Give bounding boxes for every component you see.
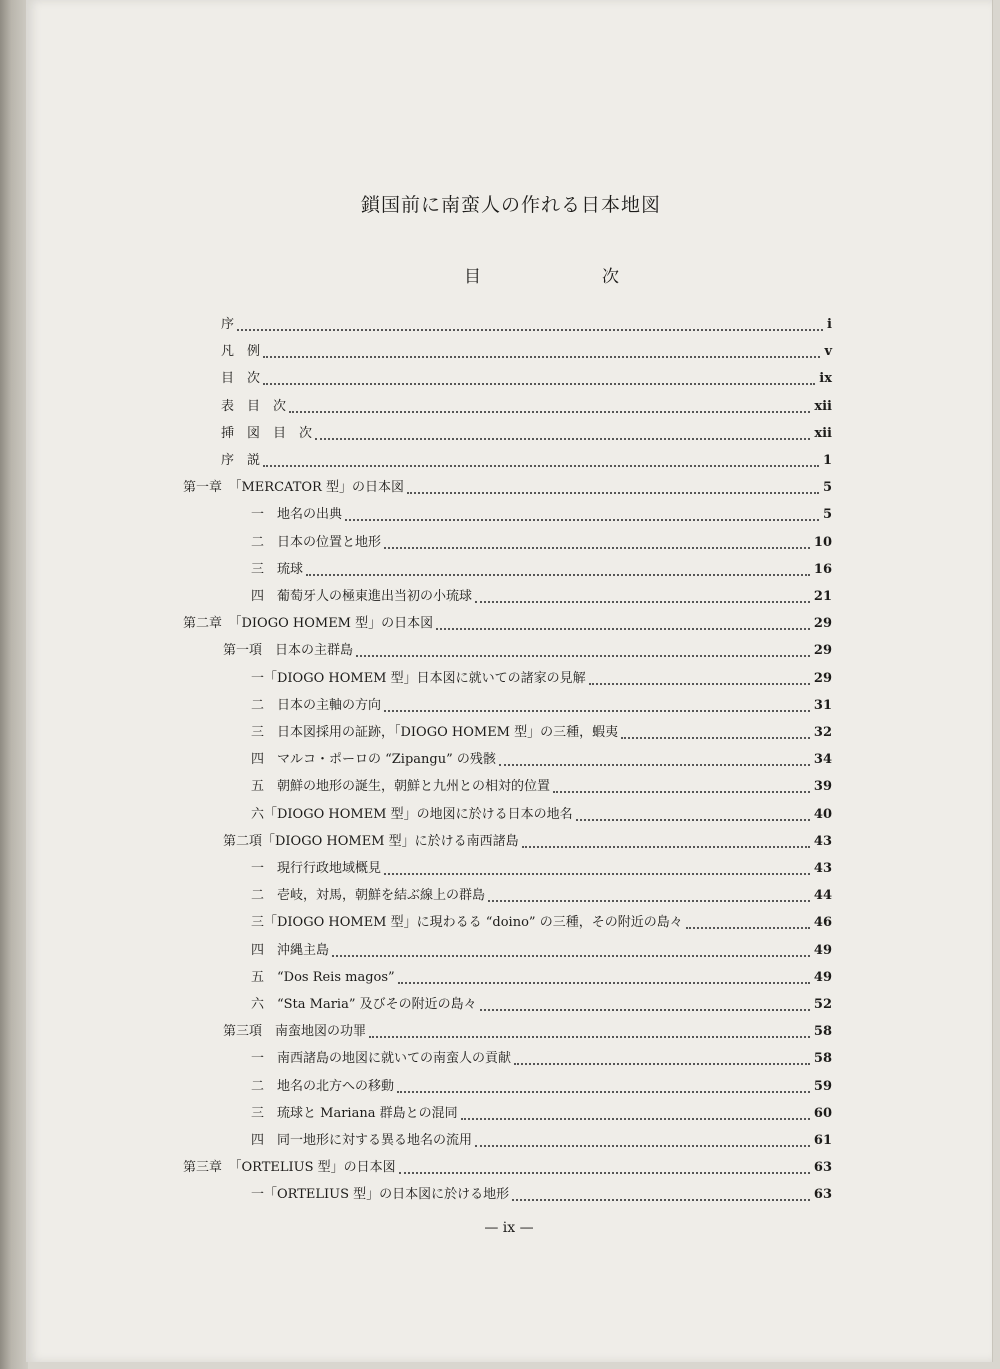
toc-entry-label: 第三章 「ORTELIUS 型」の日本図 (183, 1157, 399, 1179)
toc-entry-page: 32 (810, 722, 832, 744)
dot-leader (289, 389, 810, 413)
dot-leader (263, 334, 820, 358)
toc-entry-label: 序 説 (221, 450, 263, 472)
toc-entry-label: 四 沖縄主島 (251, 940, 332, 962)
dot-leader (384, 688, 810, 712)
toc-entry-label: 六「DIOGO HOMEM 型」の地図に於ける日本の地名 (251, 804, 576, 826)
dot-leader (461, 1096, 810, 1120)
book-title: 鎖国前に南蛮人の作れる日本地図 (360, 194, 661, 216)
toc-entry-label: 五 “Dos Reis magos” (251, 967, 398, 989)
toc-entry-page: 31 (810, 695, 832, 717)
toc-entry-page: 21 (810, 586, 832, 608)
toc-entry-page: 49 (810, 940, 832, 962)
toc-entry-label: 四 葡萄牙人の極東進出当初の小琉球 (251, 586, 475, 608)
toc-entry (26, 314, 992, 336)
dot-leader (499, 742, 810, 766)
toc-entry-label: 三 琉球 (251, 559, 306, 581)
toc-entry-label: 三 琉球と Mariana 群島との混同 (251, 1103, 461, 1125)
toc-entry (26, 722, 992, 744)
toc-entry (26, 586, 992, 608)
dot-leader (332, 933, 810, 957)
page-number-footer: — ix — (484, 1220, 534, 1236)
toc-entry-page: 43 (810, 831, 832, 853)
dot-leader (480, 987, 810, 1011)
toc-entry-label: 二 日本の主軸の方向 (251, 695, 384, 717)
toc-entry-label: 四 マルコ・ポーロの “Zipangu” の残骸 (251, 749, 499, 771)
toc-entry-page: 63 (810, 1157, 832, 1179)
toc-entry (26, 940, 992, 962)
book-spine-shadow (0, 0, 28, 1369)
toc-entry-page: i (823, 314, 832, 336)
toc-chapter-entry (26, 613, 992, 635)
toc-entry-page: 29 (810, 668, 832, 690)
toc-entry-page: 58 (810, 1021, 832, 1043)
toc-entry-label: 四 同一地形に対する異る地名の流用 (251, 1130, 475, 1152)
toc-entry (26, 749, 992, 771)
dot-leader (512, 1177, 810, 1201)
toc-entry-label: 一「DIOGO HOMEM 型」日本図に就いての諸家の見解 (251, 668, 589, 690)
toc-entry-label: 二 壱岐，対馬，朝鮮を結ぶ線上の群島 (251, 885, 488, 907)
toc-entry (26, 967, 992, 989)
toc-entry (26, 450, 992, 472)
toc-entry-page: 29 (810, 613, 832, 635)
toc-entry (26, 396, 992, 418)
toc-entry-label: 二 日本の位置と地形 (251, 532, 384, 554)
toc-entry (26, 559, 992, 581)
toc-entry-page: 60 (810, 1103, 832, 1125)
toc-entry-label: 第一項 日本の主群島 (223, 640, 356, 662)
dot-leader (407, 470, 819, 494)
dot-leader (369, 1014, 810, 1038)
dot-leader (522, 824, 810, 848)
toc-entry-page: ix (815, 368, 832, 390)
toc-entry-label: 一 現行行政地域概見 (251, 858, 384, 880)
toc-entry-label: 一 南西諸島の地図に就いての南蛮人の貢献 (251, 1048, 514, 1070)
toc-entry (26, 994, 992, 1016)
toc-entry (26, 504, 992, 526)
toc-entry-label: 凡 例 (221, 341, 263, 363)
toc-entry-label: 五 朝鮮の地形の誕生，朝鮮と九州との相対的位置 (251, 776, 553, 798)
toc-entry-page: 5 (819, 477, 832, 499)
dot-leader (475, 1123, 810, 1147)
toc-entry (26, 368, 992, 390)
dot-leader (398, 960, 810, 984)
toc-entry-label: 一 地名の出典 (251, 504, 345, 526)
dot-leader (399, 1150, 810, 1174)
dot-leader (436, 606, 810, 630)
contents-heading: 目 次 (464, 267, 671, 287)
toc-entry-label: 第二項「DIOGO HOMEM 型」に於ける南西諸島 (223, 831, 522, 853)
toc-entry-page: xii (810, 396, 832, 418)
dot-leader (263, 361, 815, 385)
toc-entry-label: 三 日本図採用の証跡，「DIOGO HOMEM 型」の三種，蝦夷 (251, 722, 621, 744)
toc-entry (26, 1076, 992, 1098)
toc-entry-page: 1 (819, 450, 832, 472)
toc-entry-page: 16 (810, 559, 832, 581)
dot-leader (345, 497, 819, 521)
dot-leader (306, 552, 810, 576)
toc-entry-label: 二 地名の北方への移動 (251, 1076, 397, 1098)
toc-entry-label: 第三項 南蛮地図の功罪 (223, 1021, 369, 1043)
toc-entry (26, 776, 992, 798)
toc-entry (26, 341, 992, 363)
toc-entry (26, 1184, 992, 1206)
dot-leader (384, 525, 810, 549)
dot-leader (263, 443, 819, 467)
toc-entry-label: 三「DIOGO HOMEM 型」に現わるる “doino” の三種，その附近の島々 (251, 912, 686, 934)
toc-entry (26, 532, 992, 554)
toc-entry-label: 第一章 「MERCATOR 型」の日本図 (183, 477, 407, 499)
toc-entry-page: v (820, 341, 832, 363)
toc-entry (26, 423, 992, 445)
toc-section-entry (26, 640, 992, 662)
toc-entry-page: 5 (819, 504, 832, 526)
toc-entry-label: 表 目 次 (221, 396, 289, 418)
dot-leader (356, 633, 810, 657)
dot-leader (384, 851, 810, 875)
dot-leader (589, 661, 810, 685)
book-page (26, 0, 993, 1362)
toc-entry-page: 34 (810, 749, 832, 771)
toc-entry (26, 804, 992, 826)
toc-entry-label: 序 (221, 314, 237, 336)
toc-entry-page: 58 (810, 1048, 832, 1070)
toc-chapter-entry (26, 1157, 992, 1179)
toc-entry (26, 695, 992, 717)
toc-entry (26, 858, 992, 880)
toc-entry-page: 43 (810, 858, 832, 880)
toc-entry-page: 10 (810, 532, 832, 554)
dot-leader (621, 715, 810, 739)
dot-leader (514, 1041, 810, 1065)
dot-leader (553, 769, 810, 793)
toc-entry-page: 44 (810, 885, 832, 907)
toc-entry-label: 第二章 「DIOGO HOMEM 型」の日本図 (183, 613, 436, 635)
toc-section-entry (26, 1021, 992, 1043)
toc-entry-page: 46 (810, 912, 832, 934)
toc-entry-page: 59 (810, 1076, 832, 1098)
dot-leader (237, 307, 823, 331)
toc-entry-page: 49 (810, 967, 832, 989)
toc-entry-label: 目 次 (221, 368, 263, 390)
toc-entry (26, 1103, 992, 1125)
toc-entry (26, 1130, 992, 1152)
dot-leader (686, 905, 810, 929)
toc-chapter-entry (26, 477, 992, 499)
toc-entry (26, 885, 992, 907)
table-of-contents (26, 314, 992, 1214)
toc-entry-label: 一「ORTELIUS 型」の日本図に於ける地形 (251, 1184, 512, 1206)
toc-entry-page: 63 (810, 1184, 832, 1206)
dot-leader (488, 878, 810, 902)
dot-leader (475, 579, 810, 603)
dot-leader (576, 797, 810, 821)
toc-entry (26, 668, 992, 690)
toc-entry-page: 61 (810, 1130, 832, 1152)
dot-leader (397, 1069, 810, 1093)
toc-entry-page: 40 (810, 804, 832, 826)
toc-entry-label: 挿 図 目 次 (221, 423, 315, 445)
toc-entry (26, 912, 992, 934)
toc-entry (26, 1048, 992, 1070)
toc-section-entry (26, 831, 992, 853)
toc-entry-page: xii (810, 423, 832, 445)
toc-entry-page: 39 (810, 776, 832, 798)
toc-entry-label: 六 “Sta Maria” 及びその附近の島々 (251, 994, 480, 1016)
dot-leader (315, 416, 810, 440)
toc-entry-page: 52 (810, 994, 832, 1016)
toc-entry-page: 29 (810, 640, 832, 662)
